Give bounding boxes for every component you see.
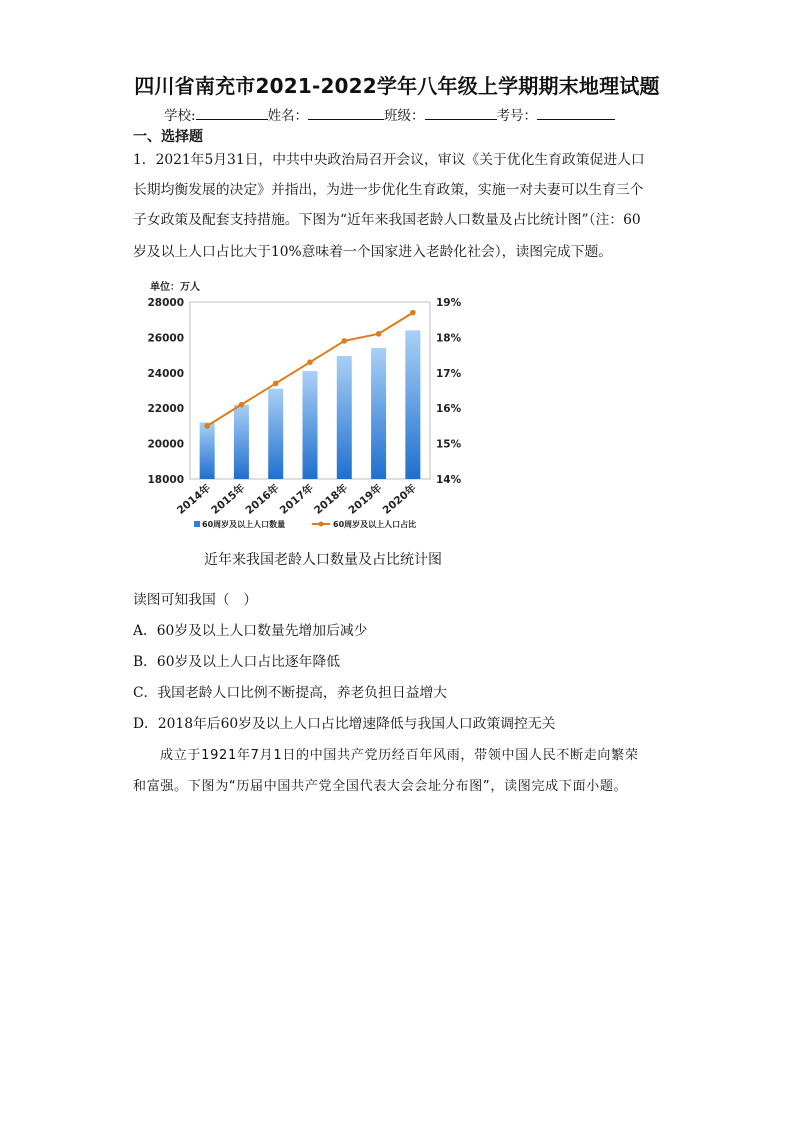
question-stem-line-1: 1．2021年5月31日，中共中央政治局召开会议，审议《关于优化生育政策促进人口 — [133, 152, 645, 168]
question-stem-line-3: 子女政策及配套支持措施。下图为“近年来我国老龄人口数量及占比统计图”（注：60 — [133, 212, 641, 228]
option-d[interactable]: D．2018年后60岁及以上人口占比增速降低与我国人口政策调控无关 — [133, 716, 556, 732]
ratio-point-2016年 — [273, 381, 279, 387]
y-left-tick-label: 22000 — [147, 403, 184, 416]
x-tick-label: 2019年 — [346, 482, 385, 517]
x-tick-label: 2020年 — [380, 482, 419, 517]
legend-bar-label: 60周岁及以上人口数量 — [202, 520, 286, 529]
y-left-tick-label: 24000 — [147, 367, 184, 380]
paragraph2-line-2: 和富强。下图为“历届中国共产党全国代表大会会址分布图”，读图完成下面小题。 — [133, 779, 628, 794]
legend-line-marker — [319, 522, 324, 527]
unit-label: 单位：万人 — [150, 282, 200, 293]
ratio-point-2015年 — [239, 402, 245, 408]
bar-2017年 — [303, 371, 318, 479]
question-stem-line-2: 长期均衡发展的决定》并指出，为进一步优化生育政策，实施一对夫妻可以生育三个 — [133, 182, 644, 198]
exam-number-label: 考号： — [496, 108, 538, 124]
paragraph2-line-1: 成立于1921年7月1日的中国共产党历经百年风雨，带领中国人民不断走向繁荣 — [160, 748, 639, 763]
class-label: 班级： — [384, 108, 425, 124]
class-blank[interactable] — [425, 105, 497, 120]
bar-2020年 — [405, 330, 420, 479]
x-tick-label: 2014年 — [174, 482, 214, 517]
ratio-point-2014年 — [204, 423, 210, 429]
y-left-tick-label: 18000 — [147, 474, 184, 486]
question-prompt: 读图可知我国（ ） — [133, 592, 258, 608]
bar-2015年 — [234, 405, 249, 479]
name-label: 姓名： — [267, 108, 309, 124]
school-label: 学校: — [164, 108, 196, 124]
legend-bar-swatch — [194, 521, 200, 527]
exam-number-blank[interactable] — [537, 105, 615, 120]
y-left-tick-label: 20000 — [147, 438, 184, 451]
ratio-point-2020年 — [410, 310, 416, 316]
y-right-tick-label: 17% — [436, 367, 462, 380]
bar-2019年 — [371, 348, 386, 479]
figure-caption: 近年来我国老龄人口数量及占比统计图 — [204, 552, 442, 568]
bar-2014年 — [200, 422, 215, 479]
student-info-line — [164, 104, 615, 124]
elderly-population-chart — [140, 278, 480, 540]
option-c[interactable]: C．我国老龄人口比例不断提高，养老负担日益增大 — [133, 685, 448, 701]
ratio-point-2018年 — [341, 338, 347, 344]
y-right-tick-label: 15% — [436, 438, 462, 451]
x-tick-label: 2017年 — [277, 482, 316, 517]
y-right-tick-label: 14% — [436, 474, 462, 486]
y-right-tick-label: 16% — [436, 403, 462, 416]
bar-2016年 — [268, 389, 283, 479]
x-tick-label: 2018年 — [312, 482, 351, 517]
document-title: 四川省南充市2021-2022学年八年级上学期期末地理试题 — [134, 74, 660, 98]
y-left-tick-label: 28000 — [147, 297, 184, 309]
legend-line-label: 60周岁及以上人口占比 — [333, 520, 417, 529]
x-tick-label: 2015年 — [209, 482, 248, 517]
name-blank[interactable] — [308, 105, 384, 120]
bar-2018年 — [337, 356, 352, 479]
option-b[interactable]: B．60岁及以上人口占比逐年降低 — [133, 654, 341, 670]
x-tick-label: 2016年 — [243, 482, 282, 517]
y-right-tick-label: 19% — [436, 297, 462, 309]
section-title: 一、选择题 — [133, 129, 203, 145]
ratio-point-2019年 — [376, 331, 382, 337]
school-blank[interactable] — [196, 105, 268, 120]
option-a[interactable]: A．60岁及以上人口数量先增加后减少 — [133, 623, 368, 639]
question-stem-line-4: 岁及以上人口占比大于10%意味着一个国家进入老龄化社会），读图完成下题。 — [133, 244, 613, 260]
y-left-tick-label: 26000 — [147, 332, 184, 345]
ratio-point-2017年 — [307, 359, 313, 365]
y-right-tick-label: 18% — [436, 332, 462, 345]
